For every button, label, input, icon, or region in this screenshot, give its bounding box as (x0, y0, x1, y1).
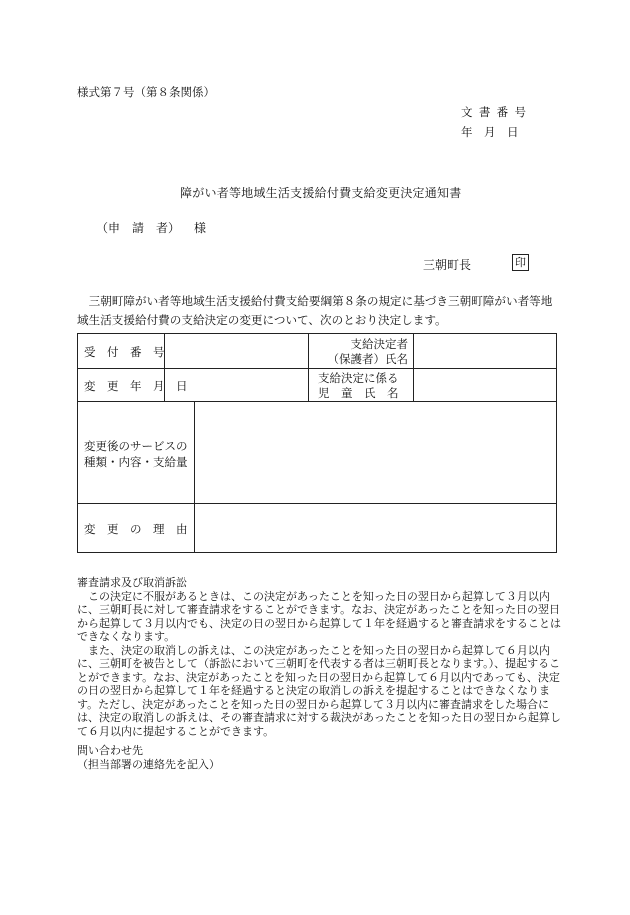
document-title: 障がい者等地域生活支援給付費支給変更決定通知書 (180, 186, 462, 200)
applicant-label: （申 請 者） (96, 221, 181, 235)
service-label-line2: 種類・内容・支給量 (84, 455, 188, 469)
applicant-honorific: 様 (194, 221, 207, 235)
issuer-name: 三朝町長 (423, 258, 472, 272)
recipient-label-line1: 支給決定者 (350, 337, 408, 351)
contact-heading: 問い合わせ先 (77, 744, 143, 757)
child-label-line2: 児 童 氏 名 (318, 386, 399, 400)
service-label-line1: 変更後のサービスの (84, 439, 188, 453)
child-name-value[interactable] (414, 369, 556, 401)
column-divider (308, 334, 309, 401)
contact-note: （担当部署の連絡先を記入） (77, 757, 220, 771)
child-label-line1: 支給決定に係る (318, 371, 399, 385)
date-label: 年 月 日 (461, 125, 519, 139)
change-date-value[interactable] (165, 369, 308, 401)
appeal-paragraph-2: また、決定の取消しの訴えは、この決定があったことを知った日の翌日から起算して６月以内に、三朝町を被告として（訴訟において三朝町を代表する者は三朝町長となります。）、提起することができます。なお、決定があったことを知った日の翌日から起算して６月以内であっても、決定の日の翌日から起算して１年を経過すると決定の取消しの訴えを提起することはできなくなります。ただし、決定があったことを知った日の翌日から起算して３月以内に審査請求をした場合には、決定の取消しの訴えは、その審査請求に対する裁決があったことを知った日の翌日から起算して６月以内に提起することができます。 (77, 643, 561, 738)
reason-label: 変 更 の 理 由 (84, 522, 188, 536)
recipient-label-line2: （保護者）氏名 (327, 352, 408, 366)
appeal-heading: 審査請求及び取消訴訟 (77, 576, 187, 589)
intro-text: 三朝町障がい者等地域生活支援給付費支給要綱第８条の規定に基づき三朝町障がい者等地域生活支援給付費の支給決定の変更について、次のとおり決定します。 (77, 294, 553, 327)
applicant-line (96, 219, 206, 236)
form-number: 様式第７号（第８条関係） (77, 85, 215, 99)
seal-mark: 印 (512, 254, 529, 271)
recipient-name-value[interactable] (414, 334, 556, 368)
service-details-value[interactable] (195, 402, 556, 503)
document-number-label: 文書番号 (461, 105, 533, 119)
reason-value[interactable] (195, 504, 556, 552)
change-date-label: 変 更 年 月 日 (84, 379, 188, 393)
reception-number-value[interactable] (165, 334, 308, 368)
appeal-paragraph-1: この決定に不服があるときは、この決定があったことを知った日の翌日から起算して３月以内に、三朝町長に対して審査請求をすることができます。なお、決定があったことを知った日の翌日から起算して３月以内でも、決定の日の翌日から起算して１年を経過すると審査請求をすることはできなくなります。 (77, 589, 561, 643)
appeal-notice (77, 576, 561, 738)
decision-form-table (77, 333, 557, 553)
contact-section (77, 744, 220, 771)
reception-number-label: 受 付 番 号 (84, 345, 165, 359)
